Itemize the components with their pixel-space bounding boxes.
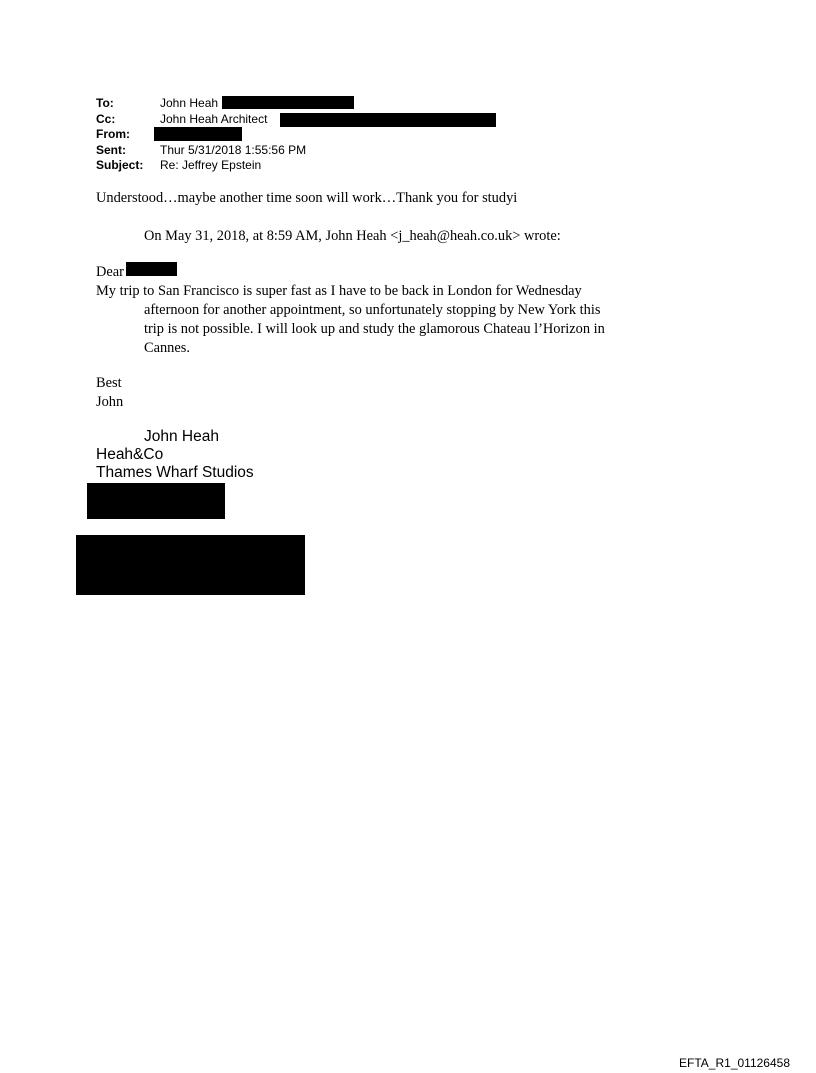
redaction-greeting-name: [126, 262, 177, 276]
quoted-closing: Best: [96, 375, 122, 391]
to-label: To:: [96, 96, 114, 110]
signature-name: John Heah: [144, 428, 219, 445]
signature-company: Heah&Co: [96, 446, 164, 463]
quoted-name: John: [96, 394, 124, 410]
sent-label: Sent:: [96, 142, 126, 157]
quoted-line: My trip to San Francisco is super fast as I have to be back in London for Wednesday: [96, 283, 582, 299]
cc-label: Cc:: [96, 111, 116, 126]
document-id: EFTA_R1_01126458: [679, 1056, 790, 1070]
redaction-to: [222, 96, 354, 109]
redaction-contact-block: [76, 535, 305, 595]
signature-address: Thames Wharf Studios: [96, 464, 254, 481]
from-label: From:: [96, 127, 130, 141]
quote-intro: On May 31, 2018, at 8:59 AM, John Heah <j_heah@heah.co.uk> wrote:: [144, 228, 561, 244]
to-value: John Heah: [160, 96, 219, 110]
sent-value: Thur 5/31/2018 1:55:56 PM: [160, 142, 307, 157]
subject-value: Re: Jeffrey Epstein: [160, 158, 262, 172]
redaction-cc: [280, 113, 496, 127]
subject-label: Subject:: [96, 158, 144, 172]
redaction-signature-block: [87, 483, 225, 519]
quoted-line: afternoon for another appointment, so unfortunately stopping by New York this: [144, 302, 601, 318]
quoted-greeting: Dear: [96, 264, 124, 280]
redaction-from: [154, 127, 242, 141]
quoted-line: Cannes.: [144, 340, 190, 356]
quoted-line: trip is not possible. I will look up and study the glamorous Chateau l’Horizon in: [144, 321, 605, 337]
reply-text: Understood…maybe another time soon will work…Thank you for studyi: [96, 190, 518, 206]
cc-value: John Heah Architect: [160, 111, 268, 126]
